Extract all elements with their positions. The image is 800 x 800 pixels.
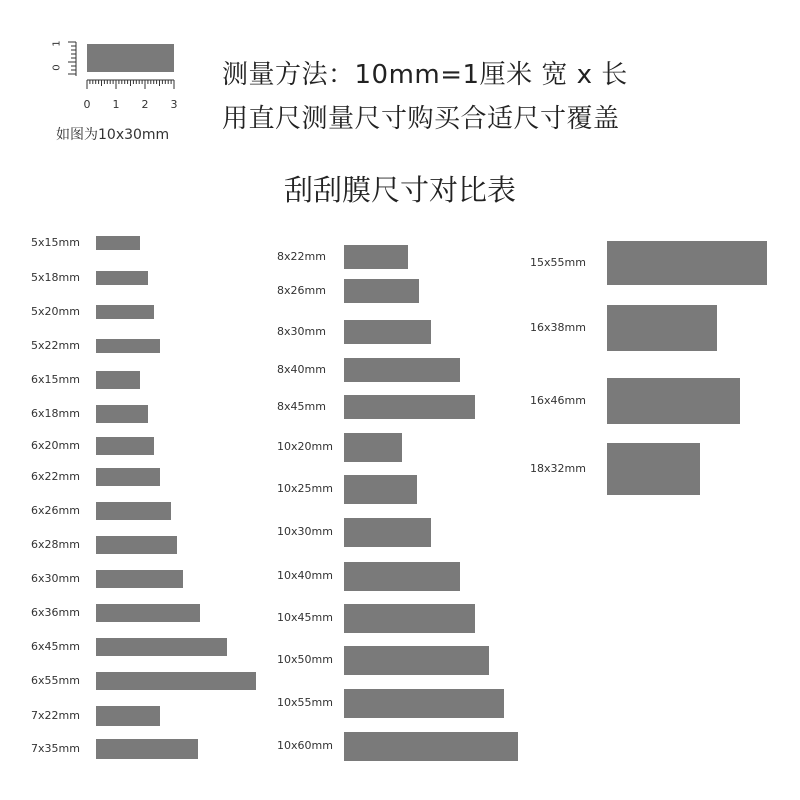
ruler-mark-top-0: 0 (51, 64, 63, 71)
size-swatch (344, 604, 475, 633)
size-swatch (96, 236, 140, 251)
ruler-mark-top-1: 1 (51, 40, 63, 47)
size-label: 10x60mm (277, 739, 333, 752)
size-label: 16x46mm (530, 394, 586, 407)
size-label: 6x20mm (31, 439, 80, 452)
size-label: 16x38mm (530, 321, 586, 334)
ruler-label-1: 1 (112, 98, 120, 111)
size-label: 5x22mm (31, 339, 80, 352)
size-swatch (96, 405, 148, 422)
size-label: 5x18mm (31, 271, 80, 284)
size-swatch (344, 320, 431, 343)
size-swatch (96, 706, 160, 726)
size-swatch (607, 305, 717, 351)
size-swatch (344, 358, 460, 381)
size-label: 15x55mm (530, 256, 586, 269)
size-swatch (96, 570, 183, 587)
size-label: 6x36mm (31, 606, 80, 619)
size-swatch (96, 739, 198, 759)
size-swatch (607, 378, 740, 424)
size-label: 6x15mm (31, 373, 80, 386)
ruler-label-0: 0 (83, 98, 91, 111)
size-swatch (344, 518, 431, 547)
size-label: 10x50mm (277, 653, 333, 666)
size-label: 10x20mm (277, 440, 333, 453)
size-label: 5x20mm (31, 305, 80, 318)
size-swatch (344, 433, 402, 462)
size-label: 8x40mm (277, 363, 326, 376)
size-label: 10x40mm (277, 569, 333, 582)
ruler-label-2: 2 (141, 98, 149, 111)
size-swatch (344, 646, 489, 675)
size-swatch (607, 241, 767, 285)
size-swatch (96, 468, 160, 485)
size-label: 6x45mm (31, 640, 80, 653)
size-label: 7x35mm (31, 742, 80, 755)
size-label: 10x25mm (277, 482, 333, 495)
size-swatch (344, 245, 408, 268)
size-swatch (344, 689, 504, 718)
size-label: 8x45mm (277, 400, 326, 413)
size-label: 10x30mm (277, 525, 333, 538)
size-swatch (344, 562, 460, 591)
size-label: 10x45mm (277, 611, 333, 624)
size-label: 6x26mm (31, 504, 80, 517)
size-swatch (96, 672, 256, 689)
size-label: 6x30mm (31, 572, 80, 585)
size-label: 8x22mm (277, 250, 326, 263)
size-swatch (96, 638, 227, 655)
page-title: 刮刮膜尺寸对比表 (283, 173, 516, 207)
size-label: 6x28mm (31, 538, 80, 551)
size-swatch (96, 271, 148, 286)
example-caption: 如图为10x30mm (56, 127, 170, 143)
size-swatch (96, 371, 140, 388)
size-label: 6x55mm (31, 674, 80, 687)
size-swatch (96, 437, 154, 454)
size-swatch (96, 305, 154, 320)
measure-method-text: 测量方法：10mm=1厘米 宽 x 长 (222, 60, 628, 90)
ruler-label-3: 3 (170, 98, 178, 111)
size-label: 6x18mm (31, 407, 80, 420)
size-label: 5x15mm (31, 236, 80, 249)
size-swatch (607, 443, 700, 495)
size-label: 8x30mm (277, 325, 326, 338)
size-label: 6x22mm (31, 470, 80, 483)
size-swatch (344, 475, 417, 504)
measure-instruction-text: 用直尺测量尺寸购买合适尺寸覆盖 (222, 104, 620, 134)
size-swatch (96, 536, 177, 553)
size-label: 8x26mm (277, 284, 326, 297)
size-swatch (96, 502, 171, 519)
size-swatch (344, 395, 475, 418)
size-swatch (96, 339, 160, 354)
size-label: 18x32mm (530, 462, 586, 475)
size-swatch (344, 732, 518, 761)
size-swatch (96, 604, 200, 621)
size-swatch (344, 279, 419, 302)
size-label: 10x55mm (277, 696, 333, 709)
size-label: 7x22mm (31, 709, 80, 722)
